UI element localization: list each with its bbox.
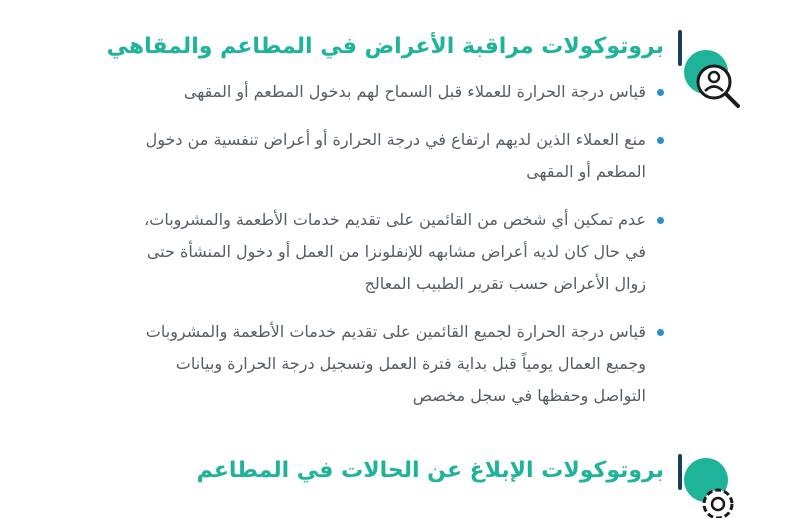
list-item (124, 316, 664, 412)
bullet-text: عدم تمكين أي شخص من القائمين على تقديم خدمات الأطعمة والمشروبات، في حال كان لديه أعراض مشابهه للإنفلونزا من العمل أو دخول المنشأة حتى زوال الأعراض حسب تقرير الطبيب المعالج (144, 210, 646, 293)
bullet-text: قياس درجة الحرارة للعملاء قبل السماح لهم بدخول المطعم أو المقهى (183, 82, 646, 101)
bullet-dot (657, 329, 664, 336)
title-accent-bar (678, 454, 682, 490)
list-item (124, 124, 664, 188)
gear-icon (684, 458, 754, 518)
bullet-text: منع العملاء الذين لديهم ارتفاع في درجة الحرارة أو أعراض تنفسية من دخول المطعم أو المقهى (145, 130, 646, 181)
bullet-dot (657, 89, 664, 96)
person-search-icon (684, 50, 754, 120)
list-item (124, 204, 664, 300)
section-title: بروتوكولات مراقبة الأعراض في المطاعم والمقاهي (106, 34, 664, 59)
bullet-dot (657, 217, 664, 224)
list-item (124, 76, 664, 108)
title-accent-bar (678, 30, 682, 66)
bullet-text: قياس درجة الحرارة لجميع القائمين على تقديم خدمات الأطعمة والمشروبات وجميع العمال يومياً قبل بداية فترة العمل وتسجيل درجة الحرارة وبيانات التواصل وحفظها في سجل مخصص (145, 322, 646, 405)
symptom-bullets (124, 76, 664, 428)
bullet-dot (657, 137, 664, 144)
section-case-reporting (0, 440, 800, 500)
section-title: بروتوكولات الإبلاغ عن الحالات في المطاعم (196, 458, 664, 483)
